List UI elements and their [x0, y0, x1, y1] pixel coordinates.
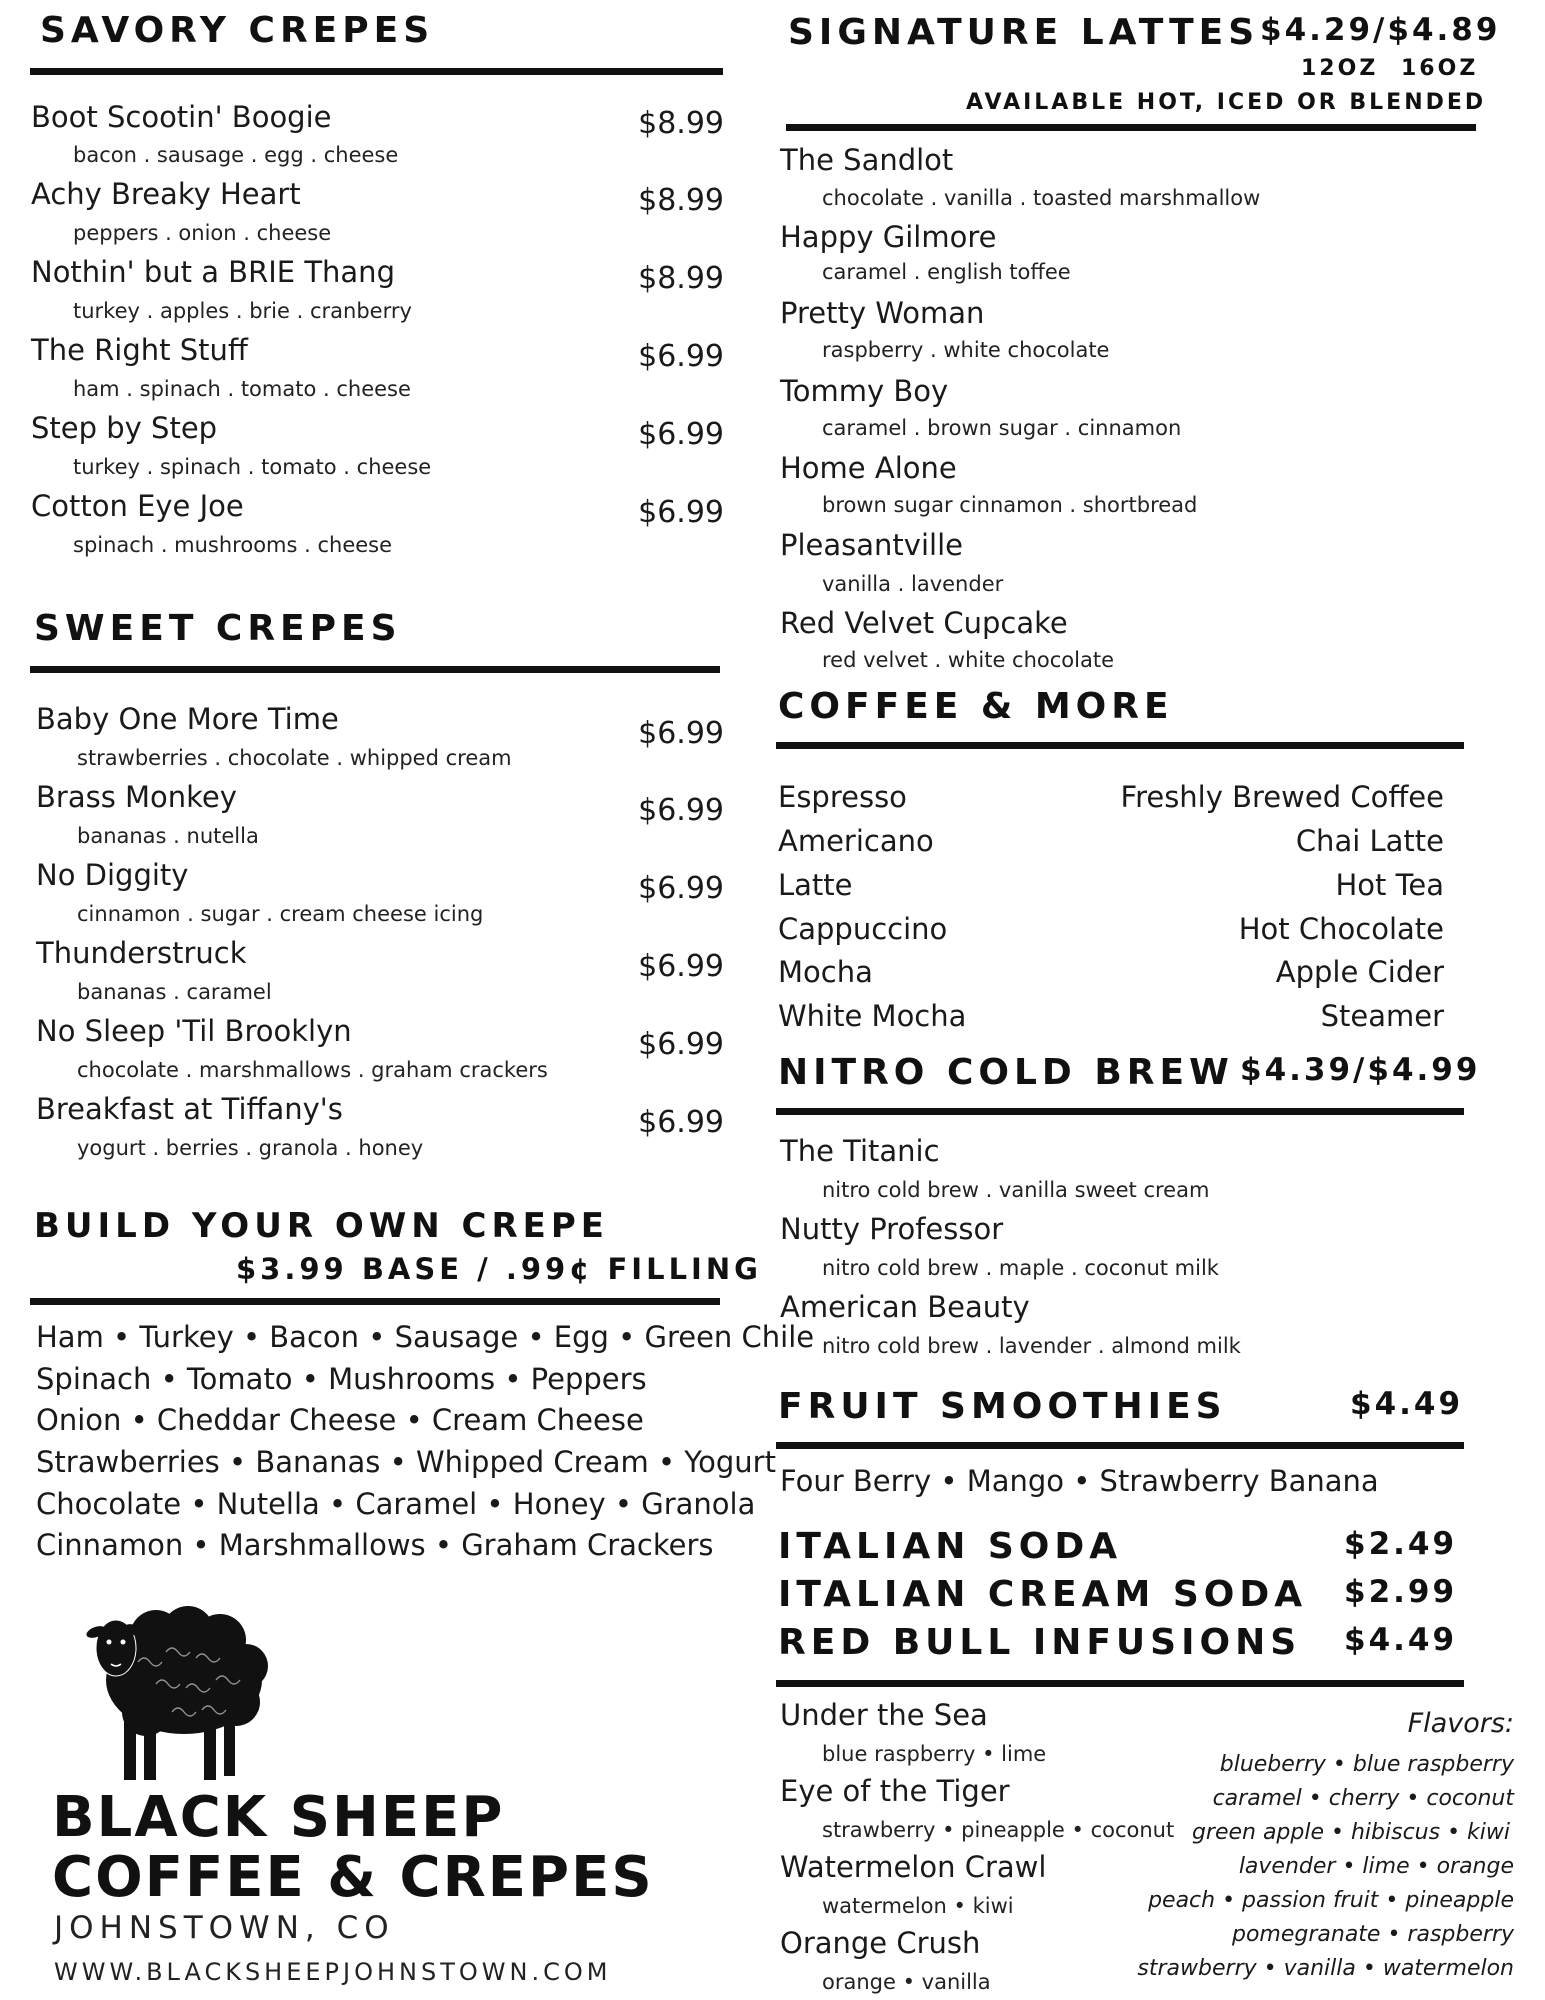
flavor-line: green apple • hibiscus • kiwi — [1191, 1820, 1510, 1845]
sweet-item-desc: cinnamon . sugar . cream cheese icing — [77, 902, 484, 926]
red-bull-infusions-heading: RED BULL INFUSIONS — [778, 1622, 1302, 1663]
signature-lattes-heading: SIGNATURE LATTES — [788, 12, 1260, 53]
savory-item-price: $8.99 — [638, 183, 724, 218]
coffee-item: Hot Tea — [1335, 868, 1444, 902]
infusion-desc: blue raspberry • lime — [822, 1742, 1047, 1766]
latte-name: The Sandlot — [780, 143, 954, 177]
smoothie-flavors: Four Berry • Mango • Strawberry Banana — [780, 1464, 1379, 1498]
sweet-crepes-heading: SWEET CREPES — [34, 608, 402, 649]
sweet-item-desc: chocolate . marshmallows . graham crackers — [77, 1058, 548, 1082]
infusion-name: Eye of the Tiger — [780, 1774, 1010, 1808]
sweet-item-price: $6.99 — [638, 949, 724, 984]
latte-name: Tommy Boy — [780, 374, 949, 408]
sweet-item-name: Thunderstruck — [36, 936, 247, 970]
nitro-cold-brew-heading: NITRO COLD BREW — [778, 1052, 1234, 1093]
coffee-divider — [776, 742, 1464, 749]
savory-item-price: $6.99 — [638, 339, 724, 374]
sweet-item-name: No Diggity — [36, 858, 189, 892]
nitro-item-name: Nutty Professor — [780, 1212, 1004, 1246]
coffee-item: Apple Cider — [1275, 955, 1444, 989]
nitro-item-name: The Titanic — [780, 1134, 940, 1168]
filling-line: Onion • Cheddar Cheese • Cream Cheese — [36, 1403, 644, 1437]
sweet-item-name: Baby One More Time — [36, 702, 339, 736]
latte-desc: caramel . english toffee — [822, 260, 1071, 284]
savory-item-desc: peppers . onion . cheese — [73, 221, 332, 245]
brand-location: JOHNSTOWN, CO — [54, 1910, 395, 1946]
nitro-item-name: American Beauty — [780, 1290, 1030, 1324]
infusion-name: Under the Sea — [780, 1698, 988, 1732]
fruit-smoothies-heading: FRUIT SMOOTHIES — [778, 1386, 1227, 1427]
nitro-price: $4.39/$4.99 — [1240, 1052, 1481, 1088]
latte-desc: brown sugar cinnamon . shortbread — [822, 493, 1198, 517]
savory-item-name: Step by Step — [31, 411, 218, 445]
latte-name: Home Alone — [780, 451, 957, 485]
coffee-and-more-heading: COFFEE & MORE — [778, 686, 1174, 727]
infusion-desc: orange • vanilla — [822, 1970, 991, 1994]
nitro-item-desc: nitro cold brew . lavender . almond milk — [822, 1334, 1241, 1358]
coffee-item: Americano — [778, 824, 934, 858]
filling-line: Cinnamon • Marshmallows • Graham Crackers — [36, 1528, 714, 1562]
savory-divider — [30, 68, 723, 75]
infusion-name: Watermelon Crawl — [780, 1850, 1047, 1884]
sweet-item-desc: bananas . nutella — [77, 824, 259, 848]
flavor-line: blueberry • blue raspberry — [1219, 1752, 1514, 1777]
savory-item-desc: bacon . sausage . egg . cheese — [73, 143, 399, 167]
sweet-item-price: $6.99 — [638, 871, 724, 906]
sweet-item-price: $6.99 — [638, 1027, 724, 1062]
sweet-divider — [30, 666, 720, 673]
lattes-size-16oz: 16OZ — [1401, 56, 1479, 81]
latte-name: Pretty Woman — [780, 296, 985, 330]
lattes-price: $4.29/$4.89 — [1260, 12, 1501, 48]
savory-item-name: Boot Scootin' Boogie — [31, 100, 332, 134]
brand-website[interactable]: WWW.BLACKSHEEPJOHNSTOWN.COM — [54, 1958, 612, 1986]
savory-item-desc: turkey . apples . brie . cranberry — [73, 299, 412, 323]
sweet-item-desc: strawberries . chocolate . whipped cream — [77, 746, 512, 770]
filling-line: Chocolate • Nutella • Caramel • Honey • Granola — [36, 1487, 756, 1521]
smoothies-divider — [776, 1442, 1464, 1449]
savory-item-desc: spinach . mushrooms . cheese — [73, 533, 393, 557]
savory-item-price: $6.99 — [638, 495, 724, 530]
sodas-divider — [776, 1680, 1464, 1687]
flavor-line: caramel • cherry • coconut — [1212, 1786, 1514, 1811]
sweet-item-name: No Sleep 'Til Brooklyn — [36, 1014, 352, 1048]
build-your-own-heading: BUILD YOUR OWN CREPE — [34, 1206, 610, 1246]
sweet-item-name: Breakfast at Tiffany's — [36, 1092, 343, 1126]
coffee-item: Latte — [778, 868, 853, 902]
sheep-icon — [76, 1592, 272, 1788]
savory-item-desc: ham . spinach . tomato . cheese — [73, 377, 411, 401]
coffee-item: Espresso — [778, 780, 907, 814]
coffee-item: Freshly Brewed Coffee — [1120, 780, 1444, 814]
savory-item-name: Achy Breaky Heart — [31, 177, 301, 211]
coffee-item: Cappuccino — [778, 912, 948, 946]
latte-desc: caramel . brown sugar . cinnamon — [822, 416, 1182, 440]
build-your-own-pricing: $3.99 BASE / .99¢ FILLING — [236, 1252, 762, 1286]
brand-name-line1: BLACK SHEEP — [52, 1785, 505, 1850]
filling-line: Strawberries • Bananas • Whipped Cream • Yogurt — [36, 1445, 776, 1479]
nitro-item-desc: nitro cold brew . vanilla sweet cream — [822, 1178, 1210, 1202]
smoothies-price: $4.49 — [1350, 1386, 1464, 1422]
coffee-item: Chai Latte — [1295, 824, 1444, 858]
lattes-availability-note: AVAILABLE HOT, ICED OR BLENDED — [966, 90, 1487, 115]
sweet-item-price: $6.99 — [638, 1105, 724, 1140]
flavor-line: strawberry • vanilla • watermelon — [1137, 1956, 1514, 1981]
sweet-item-price: $6.99 — [638, 793, 724, 828]
savory-item-price: $8.99 — [638, 261, 724, 296]
nitro-item-desc: nitro cold brew . maple . coconut milk — [822, 1256, 1219, 1280]
filling-line: Ham • Turkey • Bacon • Sausage • Egg • Green Chile — [36, 1320, 815, 1354]
savory-item-desc: turkey . spinach . tomato . cheese — [73, 455, 432, 479]
savory-item-name: Nothin' but a BRIE Thang — [31, 255, 395, 289]
italian-soda-price: $2.49 — [1344, 1526, 1458, 1562]
red-bull-infusions-price: $4.49 — [1344, 1622, 1458, 1658]
infusion-name: Orange Crush — [780, 1926, 981, 1960]
savory-item-name: Cotton Eye Joe — [31, 489, 244, 523]
italian-cream-soda-heading: ITALIAN CREAM SODA — [778, 1574, 1308, 1615]
savory-item-price: $8.99 — [638, 106, 724, 141]
infusion-desc: watermelon • kiwi — [822, 1894, 1014, 1918]
latte-desc: red velvet . white chocolate — [822, 648, 1114, 672]
latte-name: Happy Gilmore — [780, 220, 997, 254]
lattes-divider — [786, 124, 1476, 131]
savory-item-price: $6.99 — [638, 417, 724, 452]
lattes-size-12oz: 12OZ — [1301, 56, 1379, 81]
italian-cream-soda-price: $2.99 — [1344, 1574, 1458, 1610]
savory-item-name: The Right Stuff — [31, 333, 248, 367]
sweet-item-price: $6.99 — [638, 716, 724, 751]
nitro-divider — [776, 1108, 1464, 1115]
coffee-item: Hot Chocolate — [1238, 912, 1444, 946]
latte-name: Pleasantville — [780, 528, 963, 562]
build-divider — [30, 1298, 720, 1305]
coffee-item: Mocha — [778, 955, 873, 989]
flavor-line: lavender • lime • orange — [1238, 1854, 1514, 1879]
brand-name-line2: COFFEE & CREPES — [52, 1845, 654, 1910]
flavors-title: Flavors: — [1407, 1708, 1514, 1739]
latte-name: Red Velvet Cupcake — [780, 606, 1068, 640]
filling-line: Spinach • Tomato • Mushrooms • Peppers — [36, 1362, 647, 1396]
sweet-item-desc: bananas . caramel — [77, 980, 272, 1004]
latte-desc: raspberry . white chocolate — [822, 338, 1110, 362]
infusion-desc: strawberry • pineapple • coconut — [822, 1818, 1175, 1842]
flavor-line: peach • passion fruit • pineapple — [1148, 1888, 1514, 1913]
savory-crepes-heading: SAVORY CREPES — [40, 10, 435, 51]
flavor-line: pomegranate • raspberry — [1232, 1922, 1514, 1947]
coffee-item: White Mocha — [778, 999, 967, 1033]
coffee-item: Steamer — [1320, 999, 1444, 1033]
latte-desc: chocolate . vanilla . toasted marshmallow — [822, 186, 1261, 210]
italian-soda-heading: ITALIAN SODA — [778, 1526, 1123, 1567]
latte-desc: vanilla . lavender — [822, 572, 1004, 596]
sweet-item-desc: yogurt . berries . granola . honey — [77, 1136, 424, 1160]
sweet-item-name: Brass Monkey — [36, 780, 237, 814]
